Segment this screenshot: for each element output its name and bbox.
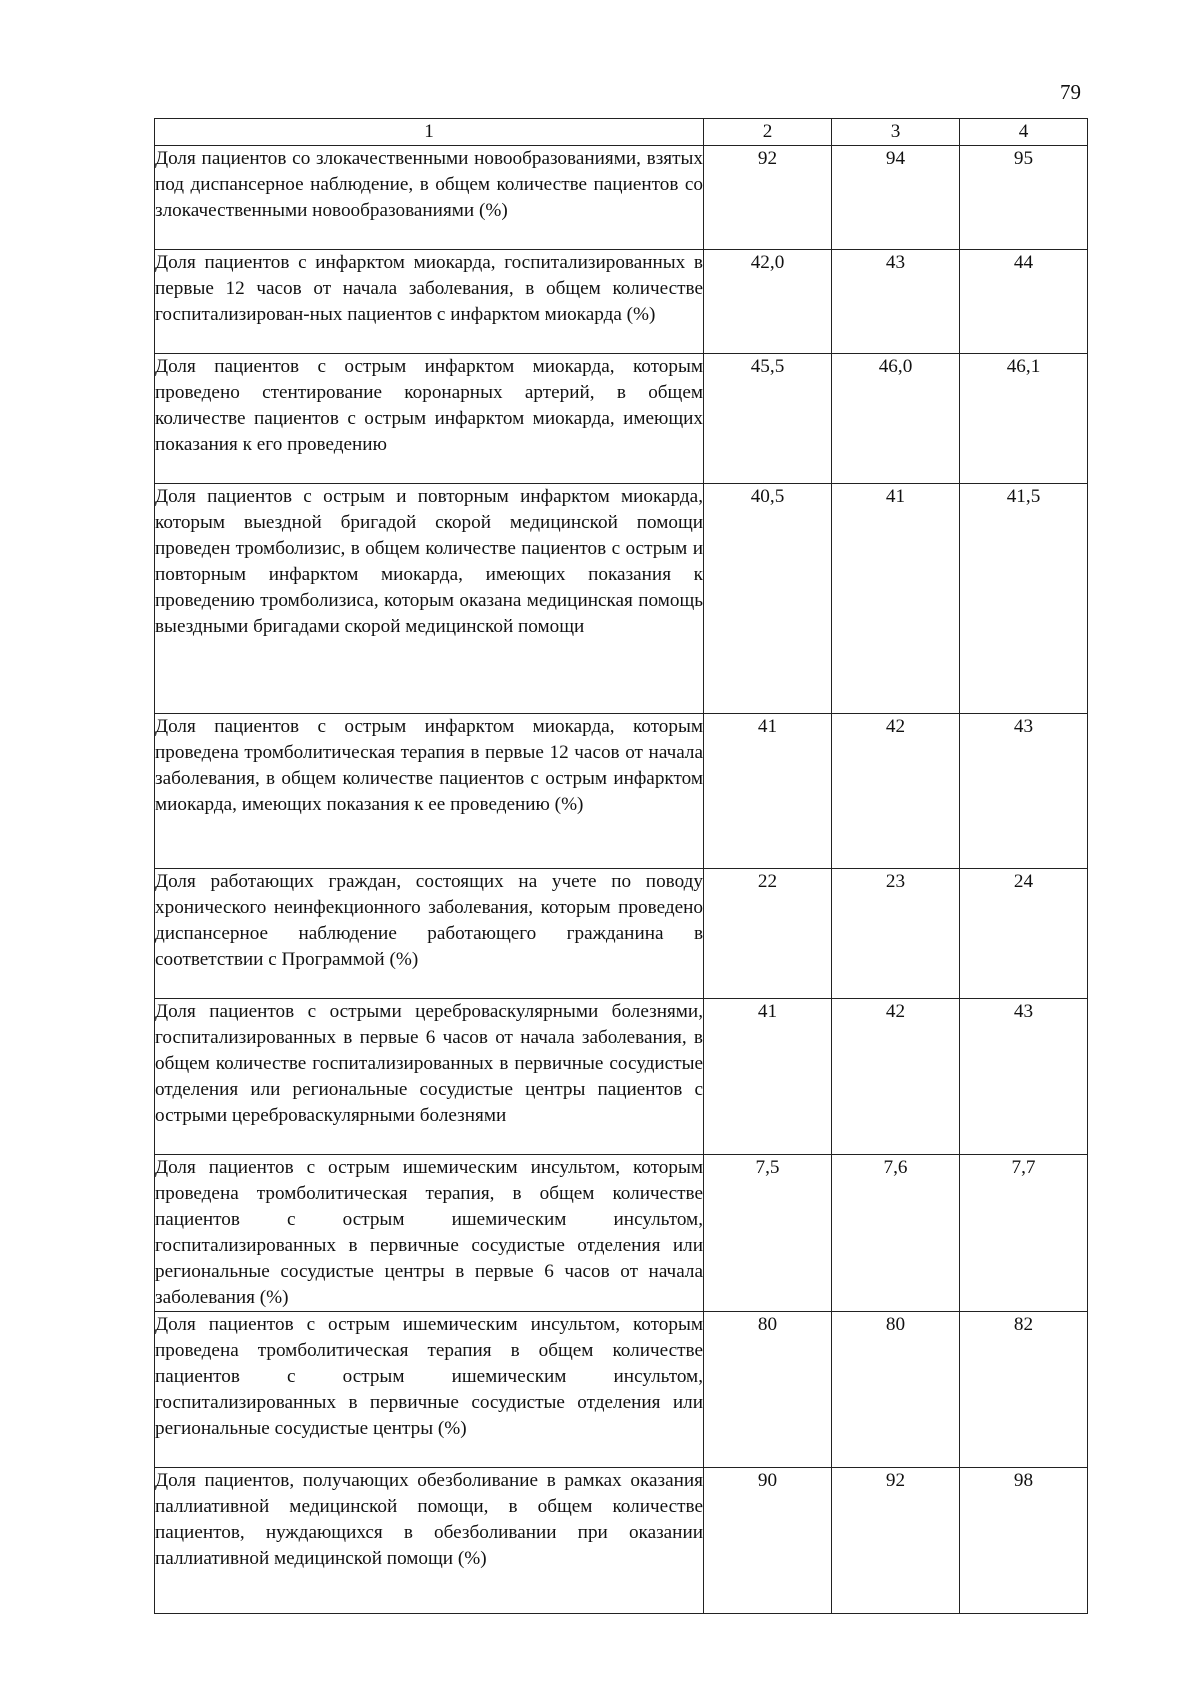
table-row xyxy=(155,484,1088,714)
column-header-3: 3 xyxy=(832,119,960,146)
page-number: 79 xyxy=(1060,80,1081,104)
indicator-description: Доля пациентов со злокачественными новообразованиями, взятых под диспансерное наблюдение, в общем количестве пациентов со злокачественными новообразованиями (%) xyxy=(155,146,704,250)
indicator-value: 41 xyxy=(832,484,960,714)
indicator-description: Доля пациентов с острым и повторным инфарктом миокарда, которым выездной бригадой скорой медицинской помощи проведен тромболизис, в общем количестве пациентов с острым и повторным инфарктом миокарда, имеющих показания к проведению тромболизиса, которым оказана медицинская помощь выездными бригадами скорой медицинской помощи xyxy=(155,484,704,714)
indicator-value: 94 xyxy=(832,146,960,250)
indicator-description: Доля пациентов с инфарктом миокарда, госпитализированных в первые 12 часов от начала заболевания, в общем количестве госпитализирован-ных пациентов с инфарктом миокарда (%) xyxy=(155,250,704,354)
indicator-value: 7,6 xyxy=(832,1155,960,1312)
indicator-value: 43 xyxy=(960,714,1088,869)
table-row xyxy=(155,146,1088,250)
indicator-value: 41 xyxy=(704,999,832,1155)
indicator-value: 42 xyxy=(832,714,960,869)
indicator-description: Доля пациентов с острыми цереброваскулярными болезнями, госпитализированных в первые 6 часов от начала заболевания, в общем количестве госпитализированных в первичные сосудистые отделения или региональные сосудистые центры пациентов с острыми цереброваскулярными болезнями xyxy=(155,999,704,1155)
indicator-value: 80 xyxy=(704,1312,832,1468)
indicator-description: Доля пациентов с острым инфарктом миокарда, которым проведено стентирование коронарных артерий, в общем количестве пациентов с острым инфарктом миокарда, имеющих показания к его проведению xyxy=(155,354,704,484)
column-header-2: 2 xyxy=(704,119,832,146)
table-row xyxy=(155,250,1088,354)
indicator-value: 24 xyxy=(960,869,1088,999)
indicator-description: Доля пациентов, получающих обезболивание в рамках оказания паллиативной медицинской помощи, в общем количестве пациентов, нуждающихся в обезболивании при оказании паллиативной медицинской помощи (%) xyxy=(155,1468,704,1614)
indicator-value: 98 xyxy=(960,1468,1088,1614)
indicator-value: 92 xyxy=(832,1468,960,1614)
indicator-value: 46,1 xyxy=(960,354,1088,484)
indicator-description: Доля пациентов с острым ишемическим инсультом, которым проведена тромболитическая терапия, в общем количестве пациентов с острым ишемическим инсультом, госпитализированных в первичные сосудистые отделения или региональные сосудистые центры в первые 6 часов от начала заболевания (%) xyxy=(155,1155,704,1312)
indicator-value: 42 xyxy=(832,999,960,1155)
indicator-value: 43 xyxy=(960,999,1088,1155)
table-row xyxy=(155,1312,1088,1468)
table-row xyxy=(155,1155,1088,1312)
indicator-value: 7,5 xyxy=(704,1155,832,1312)
indicator-value: 95 xyxy=(960,146,1088,250)
column-header-4: 4 xyxy=(960,119,1088,146)
indicator-value: 23 xyxy=(832,869,960,999)
indicator-value: 40,5 xyxy=(704,484,832,714)
indicator-value: 46,0 xyxy=(832,354,960,484)
table-row xyxy=(155,354,1088,484)
indicator-value: 90 xyxy=(704,1468,832,1614)
indicator-value: 45,5 xyxy=(704,354,832,484)
indicator-value: 44 xyxy=(960,250,1088,354)
table-row xyxy=(155,869,1088,999)
table-header-row xyxy=(155,119,1088,146)
indicator-value: 22 xyxy=(704,869,832,999)
indicator-value: 92 xyxy=(704,146,832,250)
indicator-description: Доля пациентов с острым ишемическим инсультом, которым проведена тромболитическая терапия в общем количестве пациентов с острым ишемическим инсультом, госпитализированных в первичные сосудистые отделения или региональные сосудистые центры (%) xyxy=(155,1312,704,1468)
table-row xyxy=(155,1468,1088,1614)
indicators-table xyxy=(154,118,1088,1614)
indicator-value: 7,7 xyxy=(960,1155,1088,1312)
indicator-value: 80 xyxy=(832,1312,960,1468)
indicator-description: Доля работающих граждан, состоящих на учете по поводу хронического неинфекционного заболевания, которым проведено диспансерное наблюдение работающего гражданина в соответствии с Программой (%) xyxy=(155,869,704,999)
table-row xyxy=(155,714,1088,869)
indicator-description: Доля пациентов с острым инфарктом миокарда, которым проведена тромболитическая терапия в первые 12 часов от начала заболевания, в общем количестве пациентов с острым инфарктом миокарда, имеющих показания к ее проведению (%) xyxy=(155,714,704,869)
table-row xyxy=(155,999,1088,1155)
column-header-1: 1 xyxy=(155,119,704,146)
indicator-value: 82 xyxy=(960,1312,1088,1468)
indicator-value: 43 xyxy=(832,250,960,354)
indicator-value: 42,0 xyxy=(704,250,832,354)
indicator-value: 41,5 xyxy=(960,484,1088,714)
indicator-value: 41 xyxy=(704,714,832,869)
